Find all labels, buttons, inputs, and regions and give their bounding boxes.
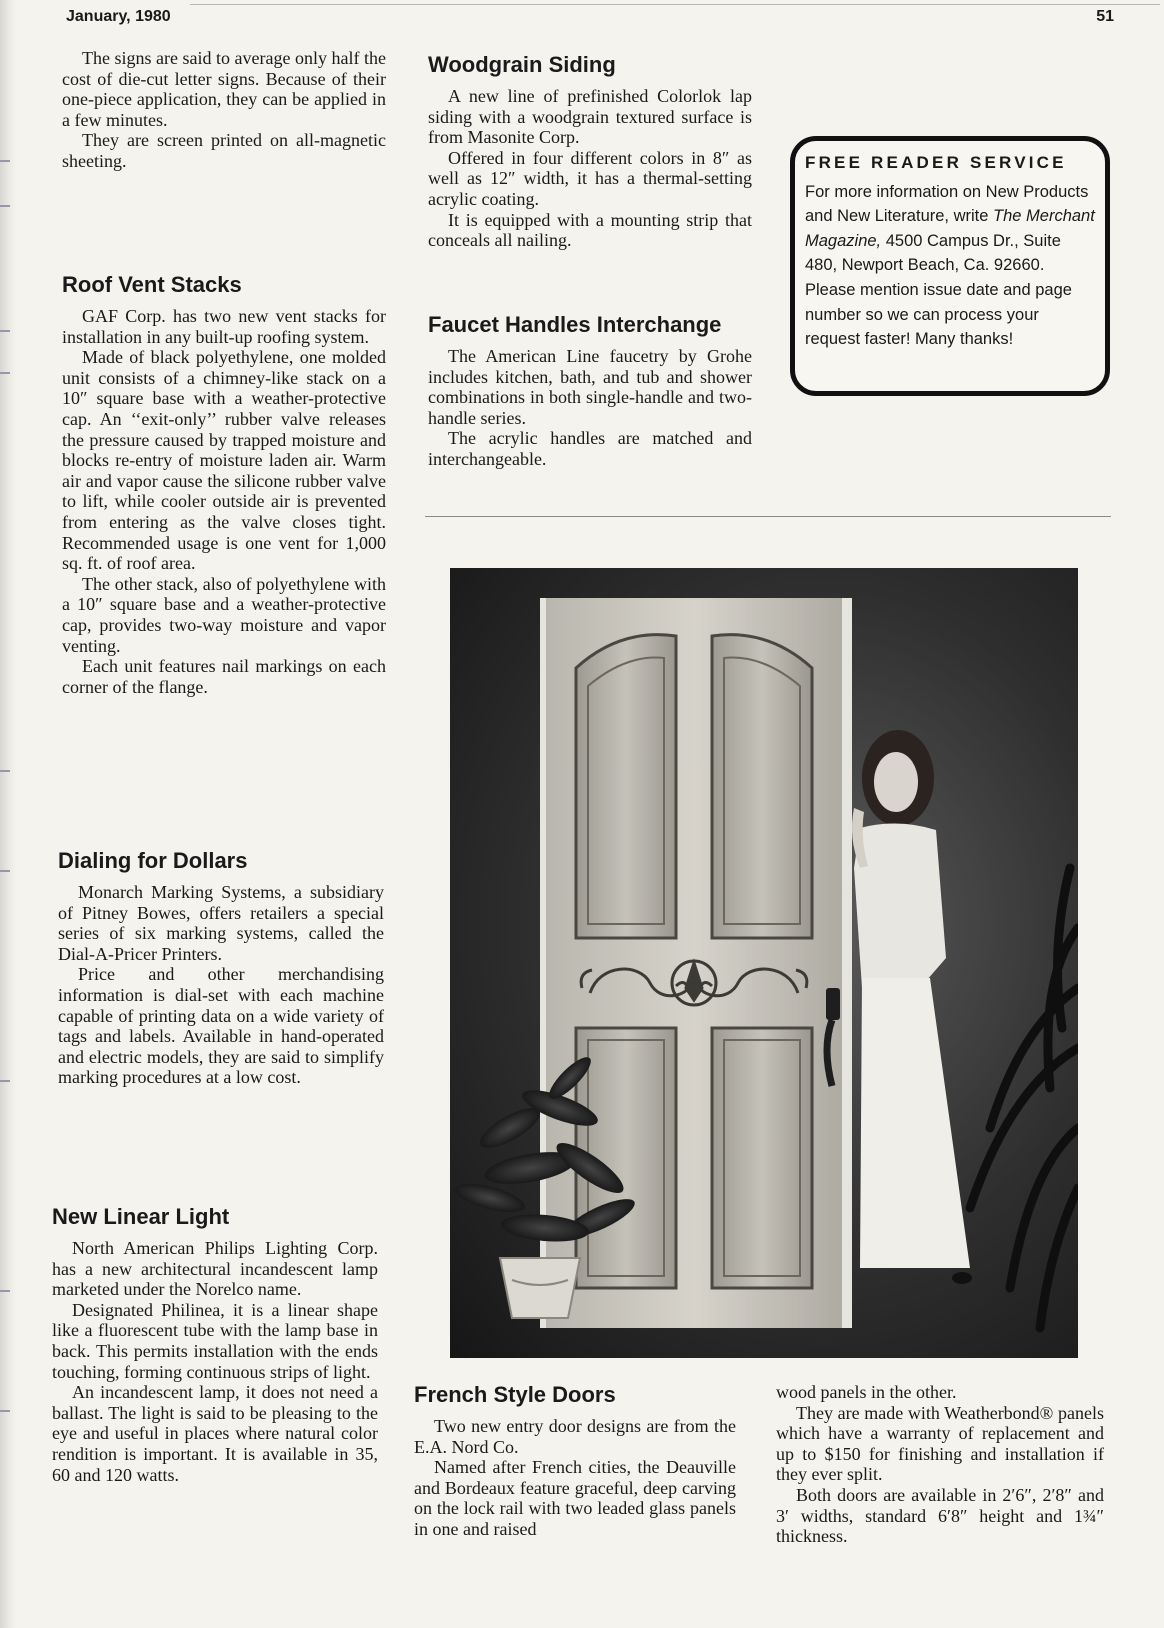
paragraph: North American Philips Lighting Corp. has a new architectural incandescent lamp marketed under the Norelco name. [52, 1238, 378, 1300]
paragraph: Made of black polyethylene, one molded unit consists of a chimney-like stack on a 10″ square base with a weather-protective cap. An ‘‘exit-only’’ rubber valve releases the pressure caused by trapped moisture and blocks re-entry of moisture laden air. Warm air and vapor cause the silicone rubber valve to lift, while cooler outside air is prevented from entering as the valve closes tight. Recommended usage is one vent for 1,000 sq. ft. of roof area. [62, 347, 386, 574]
issue-date: January, 1980 [66, 8, 171, 25]
paragraph: Price and other merchandising information is dial-set with each machine capable of printing data on a wide variety of tags and labels. Available in hand-operated and electric models, they are said to simplify marking procedures at a low cost. [58, 964, 384, 1088]
magazine-name: The Merchant Magazine, [805, 207, 1095, 250]
lower-right-panel [712, 1028, 812, 1288]
paragraph: A new line of prefinished Colorlok lap siding with a woodgrain textured surface is from Masonite Corp. [428, 86, 752, 148]
edge-mark [0, 205, 10, 207]
edge-mark [0, 1410, 10, 1412]
article-roof-vent-stacks [62, 272, 386, 697]
article-title: Faucet Handles Interchange [428, 312, 722, 337]
paragraph: Both doors are available in 2′6″, 2′8″ and 3′ widths, standard 6′8″ height and 1¾″ thickness. [776, 1484, 1104, 1547]
article-faucet-handles [428, 312, 752, 470]
article-woodgrain-siding [428, 52, 752, 251]
article-french-style-doors [414, 1382, 736, 1540]
upper-left-panel [576, 635, 676, 938]
paragraph: They are screen printed on all-magnetic sheeting. [62, 130, 386, 171]
paragraph: They are made with Weatherbond® panels which have a warranty of replacement and up to $150 for finishing and installation if they ever split. [776, 1402, 1104, 1485]
woman-figure [852, 730, 972, 1284]
edge-mark [0, 1290, 10, 1292]
reader-service-line: For more information on New Products and New Literature, write [805, 182, 1089, 226]
reader-service-text [805, 180, 1097, 352]
edge-mark [0, 330, 10, 332]
paragraph: GAF Corp. has two new vent stacks for installation in any built-up roofing system. [62, 306, 386, 347]
paragraph: wood panels in the other. [776, 1382, 957, 1402]
door-photograph [450, 568, 1078, 1358]
reader-service-address: 4500 Campus Dr., Suite 480, Newport Beach, Ca. 92660. [805, 231, 1061, 275]
paragraph: It is equipped with a mounting strip that conceals all nailing. [428, 209, 752, 251]
woman-skirt [860, 978, 970, 1268]
paragraph: Two new entry door designs are from the E.A. Nord Co. [414, 1416, 736, 1457]
edge-mark [0, 372, 10, 374]
edge-mark [0, 770, 10, 772]
article-title: Dialing for Dollars [58, 848, 248, 873]
paragraph: Named after French cities, the Deauville and Bordeaux feature graceful, deep carving on the lock rail with two leaded glass panels in one and raised [414, 1457, 736, 1539]
article-intro-continued [62, 48, 386, 172]
paragraph: The American Line faucetry by Grohe includes kitchen, bath, and tub and shower combinations in both single-handle and two-handle series. [428, 346, 752, 428]
article-title: Roof Vent Stacks [62, 272, 242, 297]
door-lock [826, 988, 840, 1020]
article-new-linear-light [52, 1204, 378, 1485]
section-divider [425, 516, 1111, 517]
paragraph: Each unit features nail markings on each corner of the flange. [62, 656, 386, 697]
top-rule [190, 4, 1160, 5]
edge-mark [0, 870, 10, 872]
upper-right-panel [712, 635, 812, 938]
paragraph: The acrylic handles are matched and interchangeable. [428, 428, 752, 469]
article-title: French Style Doors [414, 1382, 616, 1407]
article-french-style-doors-continued [776, 1382, 1104, 1547]
paragraph: Designated Philinea, it is a linear shape like a fluorescent tube with the lamp base in back. This permits installation with the ends touching, forming continuous strips of light. [52, 1299, 378, 1382]
article-title: Woodgrain Siding [428, 52, 616, 77]
paragraph: The signs are said to average only half the cost of die-cut letter signs. Because of their one-piece application, they can be applied in a few minutes. [62, 48, 386, 130]
door-photo-illustration [450, 568, 1078, 1358]
paragraph: The other stack, also of polyethylene with a 10″ square base and a weather-protective cap, provides two-way moisture and vapor venting. [62, 573, 386, 656]
palm-plant-right [970, 868, 1078, 1328]
paragraph: Monarch Marking Systems, a subsidiary of Pitney Bowes, offers retailers a special series of six marking systems, called the Dial-A-Pricer Printers. [58, 882, 384, 964]
reader-service-box [790, 136, 1110, 396]
planter-pot [500, 1258, 580, 1318]
article-title: New Linear Light [52, 1204, 230, 1229]
paragraph: Offered in four different colors in 8″ as well as 12″ width, it has a thermal-setting acrylic coating. [428, 147, 752, 209]
page-binding-edge [0, 0, 16, 1628]
paragraph: An incandescent lamp, it does not need a ballast. The light is said to be pleasing to the eye and useful in places where natural color rendition is important. It is available in 35, 60 and 120 watts. [52, 1382, 378, 1485]
page-number: 51 [1096, 8, 1114, 25]
edge-mark [0, 160, 10, 162]
article-dialing-for-dollars [58, 848, 384, 1088]
edge-mark [0, 1080, 10, 1082]
reader-service-closing: Please mention issue date and page number so we can process your request faster! Many thanks! [805, 280, 1072, 349]
reader-service-title: FREE READER SERVICE [805, 153, 1067, 172]
